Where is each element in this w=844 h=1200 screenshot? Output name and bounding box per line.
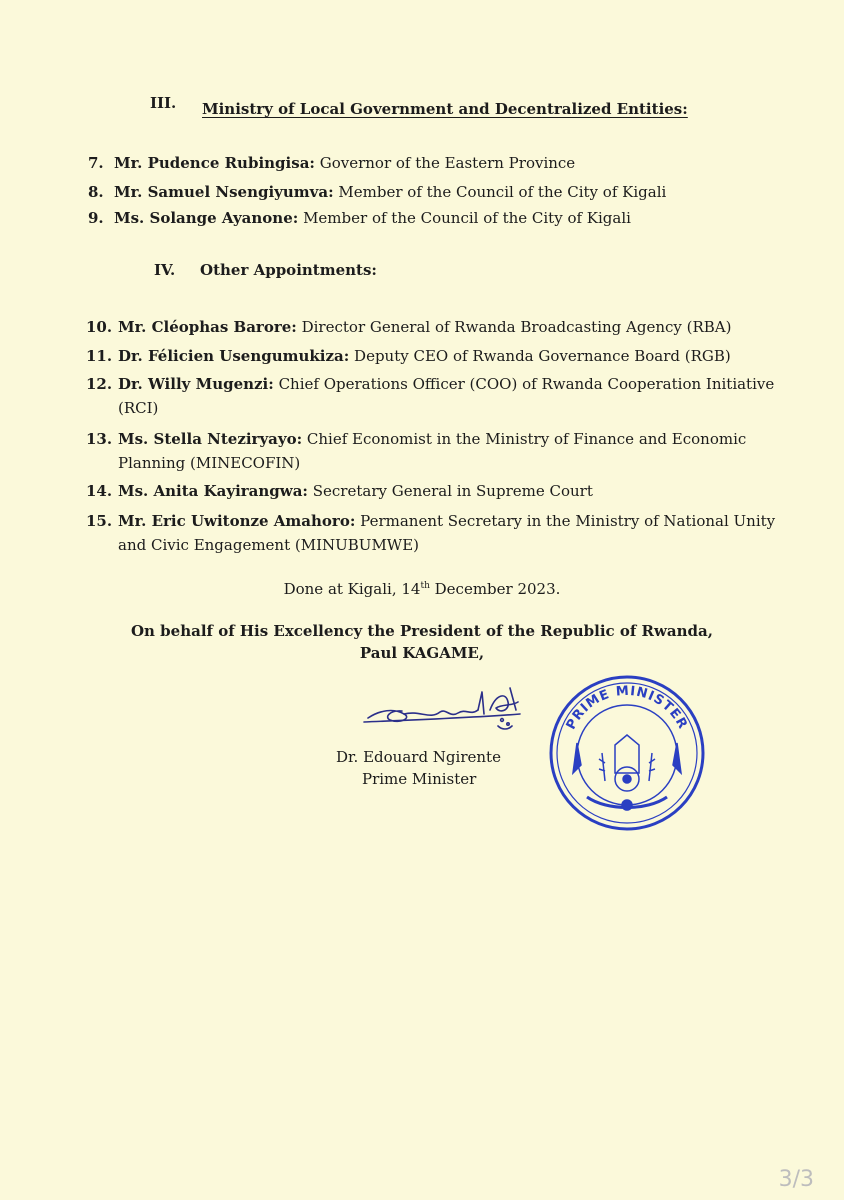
appointee-name: Mr. Samuel Nsengiyumva: [114,183,334,201]
item-number: 7. [88,154,104,172]
item-number: 11. [86,347,113,365]
item-number: 13. [86,430,113,448]
appointee-role: Member of the Council of the City of Kigali [338,183,667,201]
signer-name: Dr. Edouard Ngirente [336,748,501,766]
date-ordinal: th [420,581,430,591]
item-number: 10. [86,318,113,336]
appointee-role: Secretary General in Supreme Court [312,482,593,500]
appointee-role: Permanent Secretary in the Ministry of National Unity and Civic Engagement (MINUBUMWE) [118,512,776,554]
date-prefix: Done at Kigali, 14 [283,580,421,598]
item-number: 9. [88,209,104,227]
appointee-role: Chief Operations Officer (COO) of Rwanda Cooperation Initiative (RCI) [118,375,775,417]
section-number: IV. [154,261,176,279]
on-behalf-line: On behalf of His Excellency the President of the Republic of Rwanda, [130,622,713,640]
appointee-name: Ms. Solange Ayanone: [114,209,299,227]
appointee-role: Deputy CEO of Rwanda Governance Board (RGB) [354,347,731,365]
item-number: 14. [86,482,113,500]
signature-image [360,680,540,740]
prime-minister-seal [547,673,707,833]
appointee-name: Mr. Pudence Rubingisa: [114,154,315,172]
appointee-role: Chief Economist in the Ministry of Finance and Economic Planning (MINECOFIN) [118,430,747,472]
appointee-name: Ms. Anita Kayirangwa: [118,482,308,500]
on-behalf-block [0,620,844,664]
section-title: Other Appointments: [200,261,377,279]
signer-block [336,746,501,790]
signer-title: Prime Minister [362,770,477,788]
appointee-role: Director General of Rwanda Broadcasting Agency (RBA) [301,318,732,336]
appointee-role: Member of the Council of the City of Kigali [303,209,631,227]
seal-text: PRIME MINISTER [563,683,691,733]
appointee-name: Mr. Eric Uwitonze Amahoro: [118,512,356,530]
item-number: 8. [88,183,104,201]
section-title: Ministry of Local Government and Decentralized Entities: [202,100,688,118]
date-line [0,580,844,598]
page-number: 3/3 [778,1167,814,1192]
appointee-role: Governor of the Eastern Province [319,154,576,172]
appointee-name: Dr. Félicien Usengumukiza: [118,347,350,365]
date-suffix: December 2023. [429,580,561,598]
item-number: 15. [86,512,113,530]
item-number: 12. [86,375,113,393]
appointee-name: Ms. Stella Nteziryayo: [118,430,303,448]
appointee-name: Dr. Willy Mugenzi: [118,375,274,393]
appointee-name: Mr. Cléophas Barore: [118,318,297,336]
president-name: Paul KAGAME, [359,644,485,662]
section-number: III. [150,94,177,112]
